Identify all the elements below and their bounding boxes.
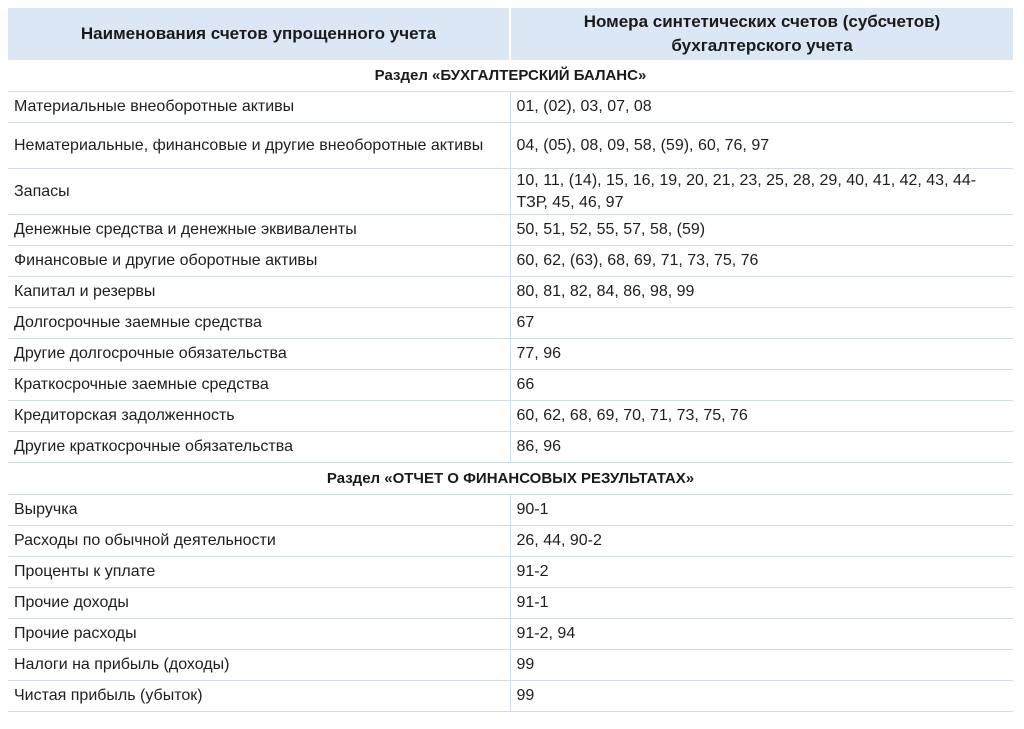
account-numbers: 86, 96 (510, 432, 1013, 463)
account-name: Запасы (8, 169, 510, 215)
table-row (8, 92, 1013, 123)
table-row (8, 619, 1013, 650)
account-name: Налоги на прибыль (доходы) (8, 650, 510, 681)
section-row (8, 463, 1013, 495)
table-header (8, 8, 1013, 60)
account-name: Краткосрочные заемные средства (8, 370, 510, 401)
table-row (8, 588, 1013, 619)
table-row (8, 370, 1013, 401)
table-row (8, 169, 1013, 215)
table-row (8, 557, 1013, 588)
account-numbers: 04, (05), 08, 09, 58, (59), 60, 76, 97 (510, 123, 1013, 169)
account-name: Кредиторская задолженность (8, 401, 510, 432)
account-numbers: 99 (510, 650, 1013, 681)
table-row (8, 308, 1013, 339)
table-row (8, 215, 1013, 246)
table-row (8, 681, 1013, 712)
account-numbers: 66 (510, 370, 1013, 401)
table-row (8, 650, 1013, 681)
table-row (8, 277, 1013, 308)
account-name: Другие краткосрочные обязательства (8, 432, 510, 463)
account-name: Другие долгосрочные обязательства (8, 339, 510, 370)
account-numbers: 60, 62, (63), 68, 69, 71, 73, 75, 76 (510, 246, 1013, 277)
table-row (8, 432, 1013, 463)
table-row (8, 339, 1013, 370)
table-row (8, 123, 1013, 169)
account-name: Капитал и резервы (8, 277, 510, 308)
account-name: Материальные внеоборотные активы (8, 92, 510, 123)
section-row (8, 60, 1013, 92)
account-name: Чистая прибыль (убыток) (8, 681, 510, 712)
header-simplified-accounts: Наименования счетов упрощенного учета (8, 8, 510, 60)
account-numbers: 77, 96 (510, 339, 1013, 370)
account-numbers: 99 (510, 681, 1013, 712)
table-row (8, 495, 1013, 526)
account-numbers: 10, 11, (14), 15, 16, 19, 20, 21, 23, 25, 28, 29, 40, 41, 42, 43, 44-ТЗР, 45, 46, 97 (510, 169, 1013, 215)
accounts-mapping-table (8, 8, 1013, 712)
header-synthetic-accounts: Номера синтетических счетов (субсчетов) бухгалтерского учета (510, 8, 1013, 60)
section-title-financial-results: Раздел «ОТЧЕТ О ФИНАНСОВЫХ РЕЗУЛЬТАТАХ» (8, 463, 1013, 495)
account-name: Расходы по обычной деятельности (8, 526, 510, 557)
account-numbers: 80, 81, 82, 84, 86, 98, 99 (510, 277, 1013, 308)
account-numbers: 91-1 (510, 588, 1013, 619)
table-row (8, 401, 1013, 432)
account-numbers: 90-1 (510, 495, 1013, 526)
account-name: Денежные средства и денежные эквиваленты (8, 215, 510, 246)
account-name: Прочие расходы (8, 619, 510, 650)
account-numbers: 26, 44, 90-2 (510, 526, 1013, 557)
account-numbers: 50, 51, 52, 55, 57, 58, (59) (510, 215, 1013, 246)
account-name: Выручка (8, 495, 510, 526)
account-numbers: 01, (02), 03, 07, 08 (510, 92, 1013, 123)
account-numbers: 91-2 (510, 557, 1013, 588)
account-name: Прочие доходы (8, 588, 510, 619)
account-name: Финансовые и другие оборотные активы (8, 246, 510, 277)
account-name: Долгосрочные заемные средства (8, 308, 510, 339)
table-row (8, 526, 1013, 557)
account-numbers: 67 (510, 308, 1013, 339)
account-name: Проценты к уплате (8, 557, 510, 588)
account-name: Нематериальные, финансовые и другие внеоборотные активы (8, 123, 510, 169)
account-numbers: 60, 62, 68, 69, 70, 71, 73, 75, 76 (510, 401, 1013, 432)
section-title-balance: Раздел «БУХГАЛТЕРСКИЙ БАЛАНС» (8, 60, 1013, 92)
table-row (8, 246, 1013, 277)
account-numbers: 91-2, 94 (510, 619, 1013, 650)
